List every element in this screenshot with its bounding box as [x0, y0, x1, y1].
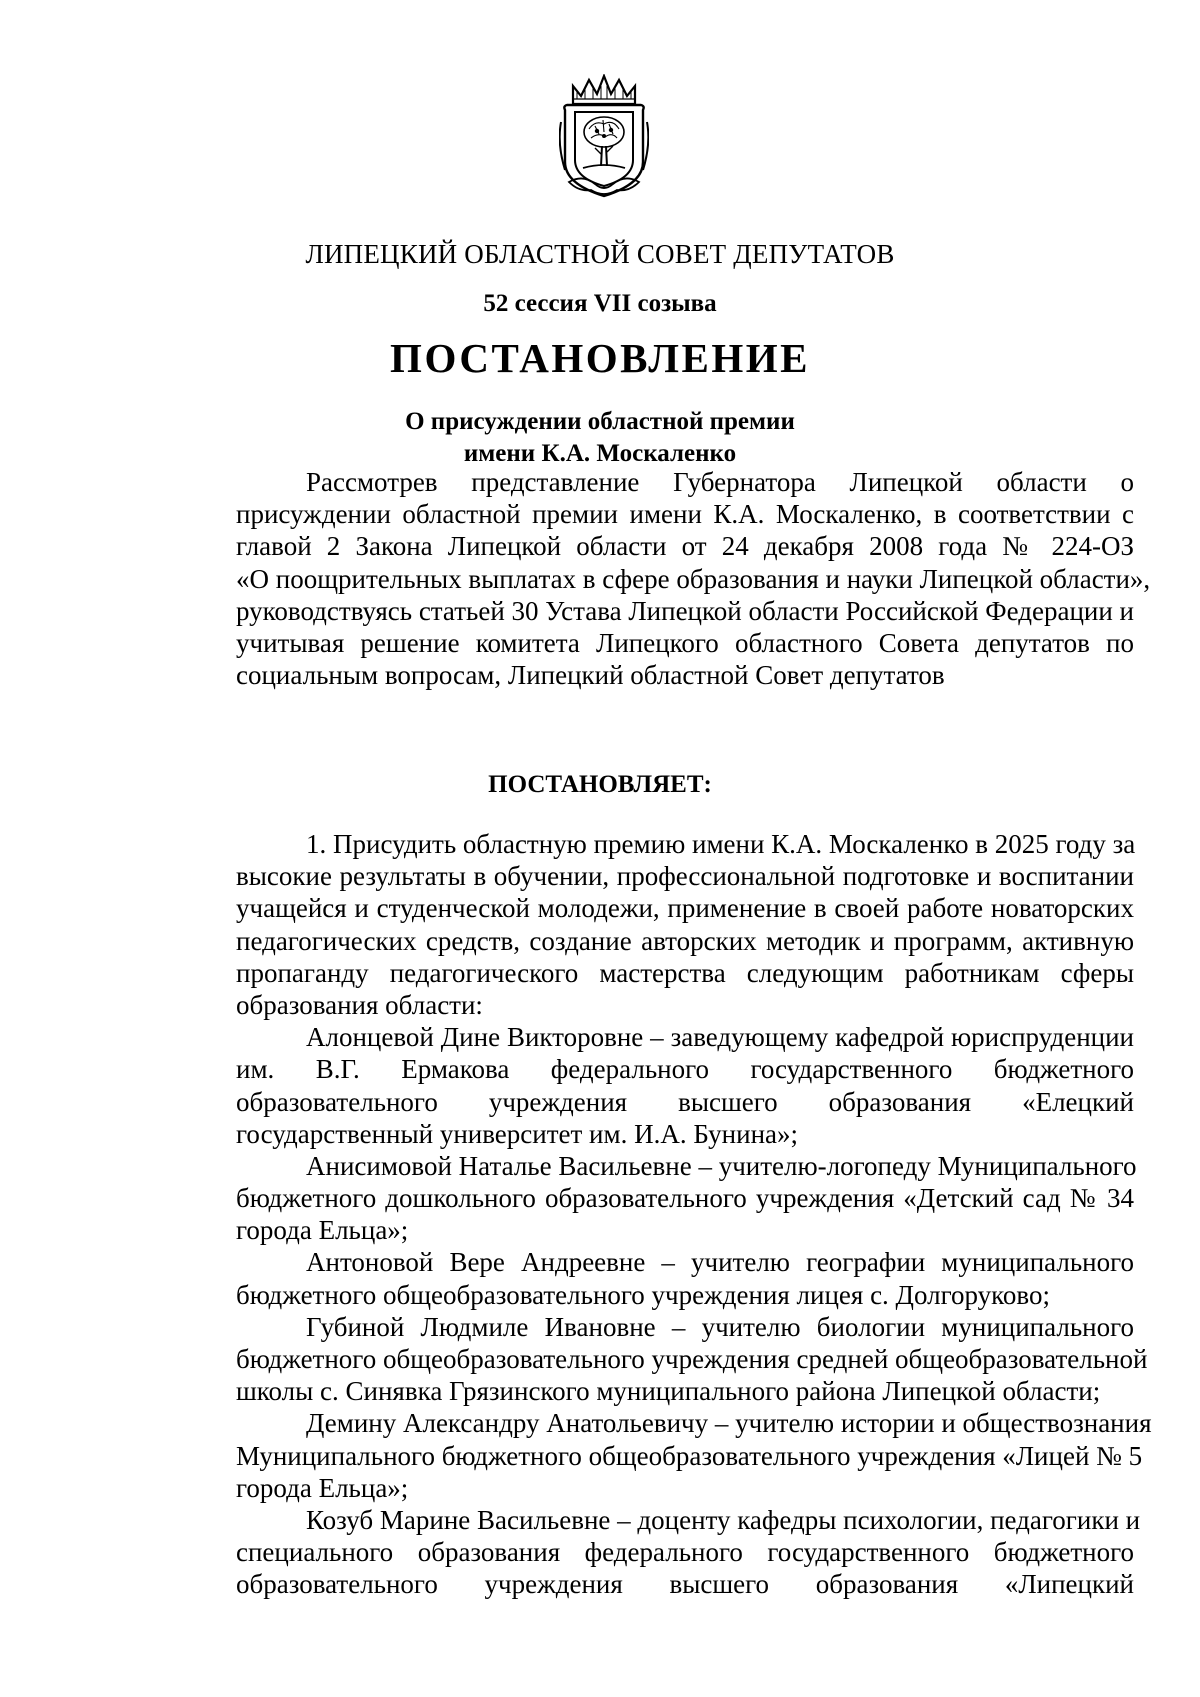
document-type-title: ПОСТАНОВЛЕНИЕ: [390, 335, 810, 381]
preamble-line: Рассмотрев представление Губернатора Липецкой области о: [306, 467, 1134, 497]
subject-line-2: имени К.А. Москаленко: [463, 440, 737, 467]
preamble-line: социальным вопросам, Липецкий областной Совет депутатов: [236, 660, 945, 691]
preamble-paragraph: [166, 466, 1151, 691]
awardee-line: бюджетного дошкольного образовательного учреждения «Детский сад № 34: [236, 1183, 1134, 1214]
awardee-line: государственный университет им. И.А. Бунина»;: [236, 1118, 799, 1149]
awardee-line: города Ельца»;: [236, 1215, 409, 1246]
coat-of-arms-icon: [559, 74, 649, 202]
preamble-line: главой 2 Закона Липецкой области от 24 декабря 2008 года № 224-ОЗ: [236, 531, 1134, 562]
awardee-line: Козуб Марине Васильевне – доценту кафедры психологии, педагогики и: [306, 1504, 1141, 1535]
preamble-line: присуждении областной премии имени К.А. Москаленко, в соответствии с: [236, 499, 1134, 530]
awardee-line: образовательного учреждения высшего образования «Елецкий: [236, 1086, 1134, 1117]
awardee-line: Демину Александру Анатольевичу – учителю истории и обществознания: [306, 1408, 1152, 1439]
organization-name: ЛИПЕЦКИЙ ОБЛАСТНОЙ СОВЕТ ДЕПУТАТОВ: [305, 239, 895, 269]
awardee-line: Антоновой Вере Андреевне – учителю географии муниципального: [306, 1247, 1134, 1278]
awardee-line: школы с. Синявка Грязинского муниципального района Липецкой области;: [236, 1376, 1101, 1407]
awardee-entry: [166, 1246, 1134, 1310]
awardee-entry: [166, 1504, 1141, 1601]
awardee-line: Алонцевой Дине Викторовне – заведующему кафедрой юриспруденции: [306, 1022, 1134, 1053]
item-1-line: высокие результаты в обучении, профессиональной подготовке и воспитании: [236, 861, 1134, 892]
document-subject: [0, 406, 1200, 470]
awardee-entry: [166, 1311, 1148, 1408]
awardee-line: Губиной Людмиле Ивановне – учителю биологии муниципального: [306, 1311, 1134, 1342]
awardee-entry: [166, 1021, 1134, 1150]
awardee-line: города Ельца»;: [236, 1472, 409, 1503]
awardee-line: образовательного учреждения высшего образования «Липецкий: [236, 1569, 1134, 1600]
awardee-line: бюджетного общеобразовательного учреждения средней общеобразовательной: [236, 1344, 1148, 1374]
decree-heading: ПОСТАНОВЛЯЕТ:: [488, 771, 712, 798]
awardee-line: Муниципального бюджетного общеобразовательного учреждения «Лицей № 5: [236, 1440, 1143, 1471]
preamble-line: учитывая решение комитета Липецкого областного Совета депутатов по: [236, 627, 1134, 658]
awardee-line: Анисимовой Наталье Васильевне – учителю-логопеду Муниципального: [306, 1150, 1137, 1181]
item-1-line: учащейся и студенческой молодежи, применение в своей работе новаторских: [236, 893, 1134, 924]
item-1-line: пропаганду педагогического мастерства следующим работникам сферы: [236, 957, 1134, 988]
awardee-line: бюджетного общеобразовательного учреждения лицея с. Долгоруково;: [236, 1279, 1050, 1310]
decree-body: [166, 828, 1152, 1601]
preamble-line: руководствуясь статьей 30 Устава Липецкой области Российской Федерации и: [236, 595, 1134, 626]
preamble-line: «О поощрительных выплатах в сфере образования и науки Липецкой области»,: [236, 563, 1151, 594]
item-1-line: образования области:: [236, 989, 483, 1020]
item-1-paragraph: [166, 828, 1134, 1021]
awardee-entry: [166, 1407, 1152, 1504]
session-info: 52 сессия VII созыва: [483, 290, 717, 317]
awardee-line: им. В.Г. Ермакова федерального государственного бюджетного: [236, 1054, 1134, 1085]
awardee-entry: [166, 1150, 1137, 1247]
item-1-line: 1. Присудить областную премию имени К.А. Москаленко в 2025 году за: [306, 829, 1136, 859]
awardee-line: специального образования федерального государственного бюджетного: [236, 1537, 1134, 1568]
item-1-line: педагогических средств, создание авторских методик и программ, активную: [236, 925, 1134, 956]
subject-line-1: О присуждении областной премии: [405, 408, 795, 435]
